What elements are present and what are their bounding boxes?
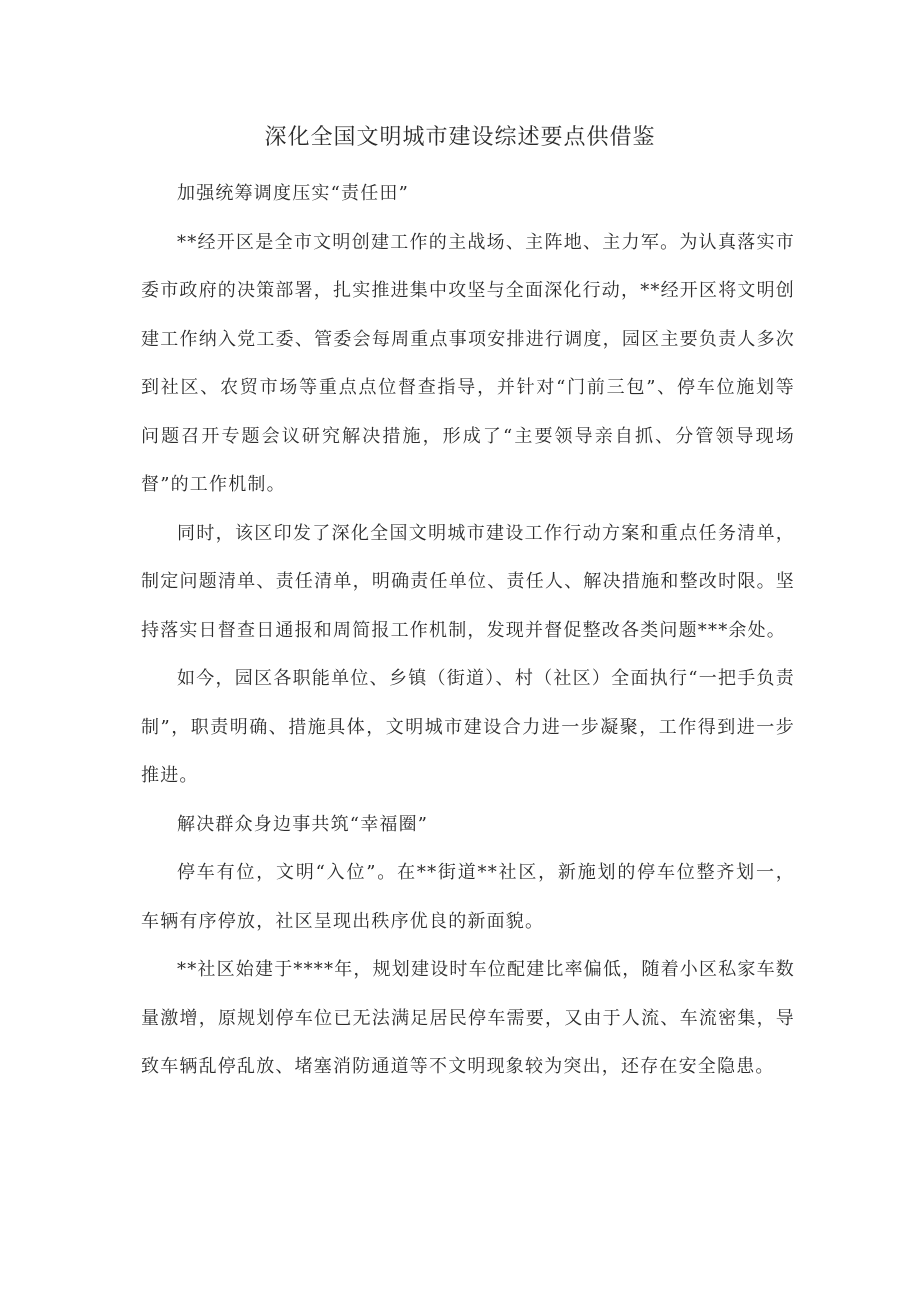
document-body (141, 170, 795, 1092)
section-heading-1: 加强统筹调度压实“责任田” (177, 183, 410, 204)
paragraph-4: 停车有位，文明“入位”。在**街道**社区，新施划的停车位整齐划一，车辆有序停放，社区呈现出秩序优良的新面貌。 (141, 862, 795, 932)
paragraph-1: **经开区是全市文明创建工作的主战场、主阵地、主力军。为认真落实市委市政府的决策部署，扎实推进集中攻坚与全面深化行动，**经开区将文明创建工作纳入党工委、管委会每周重点事项安排进行调度，园区主要负责人多次到社区、农贸市场等重点点位督查指导，并针对“门前三包”、停车位施划等问题召开专题会议研究解决措施，形成了“主要领导亲自抓、分管领导现场督”的工作机制。 (141, 231, 795, 495)
document-title: 深化全国文明城市建设综述要点供借鉴 (264, 125, 656, 150)
paragraph-3: 如今，园区各职能单位、乡镇（街道）、村（社区）全面执行“一把手负责制”，职责明确、措施具体，文明城市建设合力进一步凝聚，工作得到进一步推进。 (141, 668, 795, 786)
section-heading-2: 解决群众身边事共筑“幸福圈” (177, 813, 429, 835)
paragraph-2: 同时，该区印发了深化全国文明城市建设工作行动方案和重点任务清单，制定问题清单、责任清单，明确责任单位、责任人、解决措施和整改时限。坚持落实日督查日通报和周简报工作机制，发现并督促整改各类问题***余处。 (141, 522, 795, 641)
paragraph-5: **社区始建于****年，规划建设时车位配建比率偏低，随着小区私家车数量激增，原规划停车位已无法满足居民停车需要，又由于人流、车流密集，导致车辆乱停乱放、堵塞消防通道等不文明现象较为突出，还存在安全隐患。 (141, 959, 795, 1077)
